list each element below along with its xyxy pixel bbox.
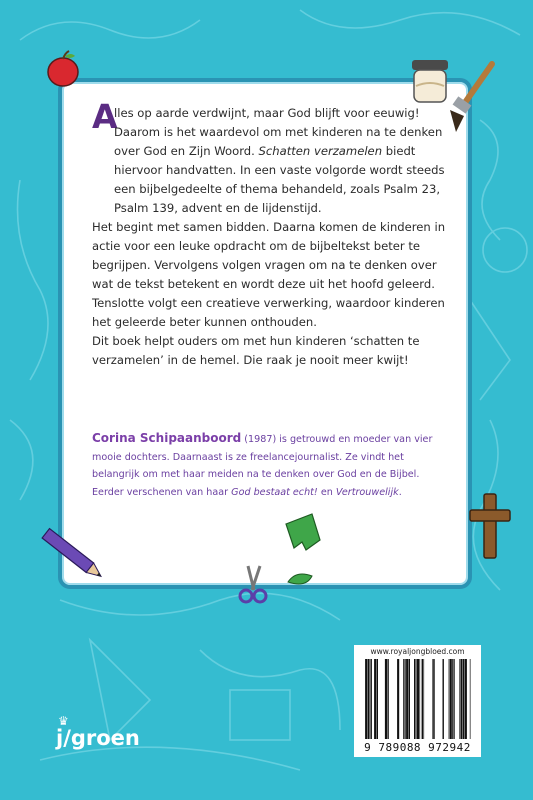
- crown-icon: ♛: [58, 714, 69, 728]
- bio-text-2: en: [317, 486, 336, 498]
- barcode-bar: [414, 659, 415, 739]
- barcode-bar: [368, 659, 369, 739]
- author-bio: [92, 430, 442, 501]
- barcode-bar: [387, 659, 388, 739]
- paragraph-intro: [92, 104, 452, 218]
- barcode-bar: [443, 659, 444, 739]
- barcode-bar: [452, 659, 453, 739]
- barcode-bar: [405, 659, 406, 739]
- book-title-italic: Schatten verzamelen: [258, 144, 383, 158]
- publisher-logo: [56, 714, 140, 750]
- barcode-bar: [385, 659, 387, 739]
- barcode-bar: [397, 659, 399, 739]
- barcode-bar: [417, 659, 419, 739]
- barcode-bar: [423, 659, 424, 739]
- barcode-label: [354, 645, 481, 757]
- barcode-bar: [365, 659, 367, 739]
- barcode-bar: [374, 659, 376, 739]
- isbn-barcode: [362, 659, 473, 739]
- barcode-bar: [461, 659, 463, 739]
- publisher-name: j/groen: [56, 726, 140, 750]
- bio-text-3: .: [398, 486, 402, 498]
- barcode-bar: [434, 659, 435, 739]
- barcode-bar: [470, 659, 471, 739]
- green-leaf-scrap: [286, 570, 316, 590]
- barcode-bar: [459, 659, 460, 739]
- barcode-bar: [371, 659, 372, 739]
- paragraph-closing: Dit boek helpt ouders om met hun kinderen ‘schatten te verzamelen’ in de hemel. Die raak je nooit meer kwijt!: [92, 334, 420, 367]
- barcode-bar: [406, 659, 408, 739]
- publisher-url: www.royaljongbloed.com: [370, 647, 465, 656]
- barcode-bar: [409, 659, 410, 739]
- barcode-bar: [403, 659, 404, 739]
- barcode-bar: [422, 659, 423, 739]
- isbn-number: 9 789088 972942: [364, 741, 471, 754]
- bio-text-1: (1987) is getrouwd en moeder van vier mooie dochters. Daarnaast is ze freelancejournalist. Ze vindt het belangrijk om met haar meiden na te denken over God en de Bijbel. Eerder verschenen van haar: [92, 434, 433, 498]
- barcode-bar: [450, 659, 452, 739]
- pencil-illustration: [32, 520, 112, 590]
- author-name: Corina Schipaanboord: [92, 431, 242, 445]
- barcode-bar: [454, 659, 455, 739]
- scissors-illustration: [236, 562, 270, 606]
- barcode-bar: [416, 659, 417, 739]
- barcode-bar: [432, 659, 433, 739]
- barcode-bar: [449, 659, 450, 739]
- drop-cap: A: [92, 97, 118, 136]
- intro-continuation: biedt hiervoor handvatten. In een vaste volgorde wordt steeds een bijbelgedeelte of thema behandeld, zoals Psalm 23, Psalm 139, advent en de lijdenstijd.: [114, 144, 445, 215]
- barcode-bar: [377, 659, 378, 739]
- intro-text: lles op aarde verdwijnt, maar God blijft voor eeuwig! Daarom is het waardevol om met kinderen na te denken over God en Zijn Woord.: [114, 106, 443, 158]
- description-text: [92, 104, 452, 370]
- bio-book-title-2: Vertrouwelijk: [335, 486, 399, 498]
- barcode-bar: [369, 659, 370, 739]
- barcode-bar: [465, 659, 467, 739]
- bio-book-title-1: God bestaat echt!: [231, 486, 318, 498]
- paragraph-method: Het begint met samen bidden. Daarna komen de kinderen in actie voor een leuke opdracht om de bijbeltekst beter te begrijpen. Vervolgens volgen vragen om na te denken over wat de tekst betekent en wordt deze uit het hoofd geleerd. Tenslotte volgt een creatieve verwerking, waardoor kinderen het geleerde beter kunnen onthouden.: [92, 220, 446, 329]
- apple-illustration: [45, 50, 81, 88]
- green-paper-scrap: [280, 510, 324, 554]
- wooden-cross-illustration: [468, 492, 512, 562]
- barcode-bar: [463, 659, 464, 739]
- barcode-bar: [419, 659, 420, 739]
